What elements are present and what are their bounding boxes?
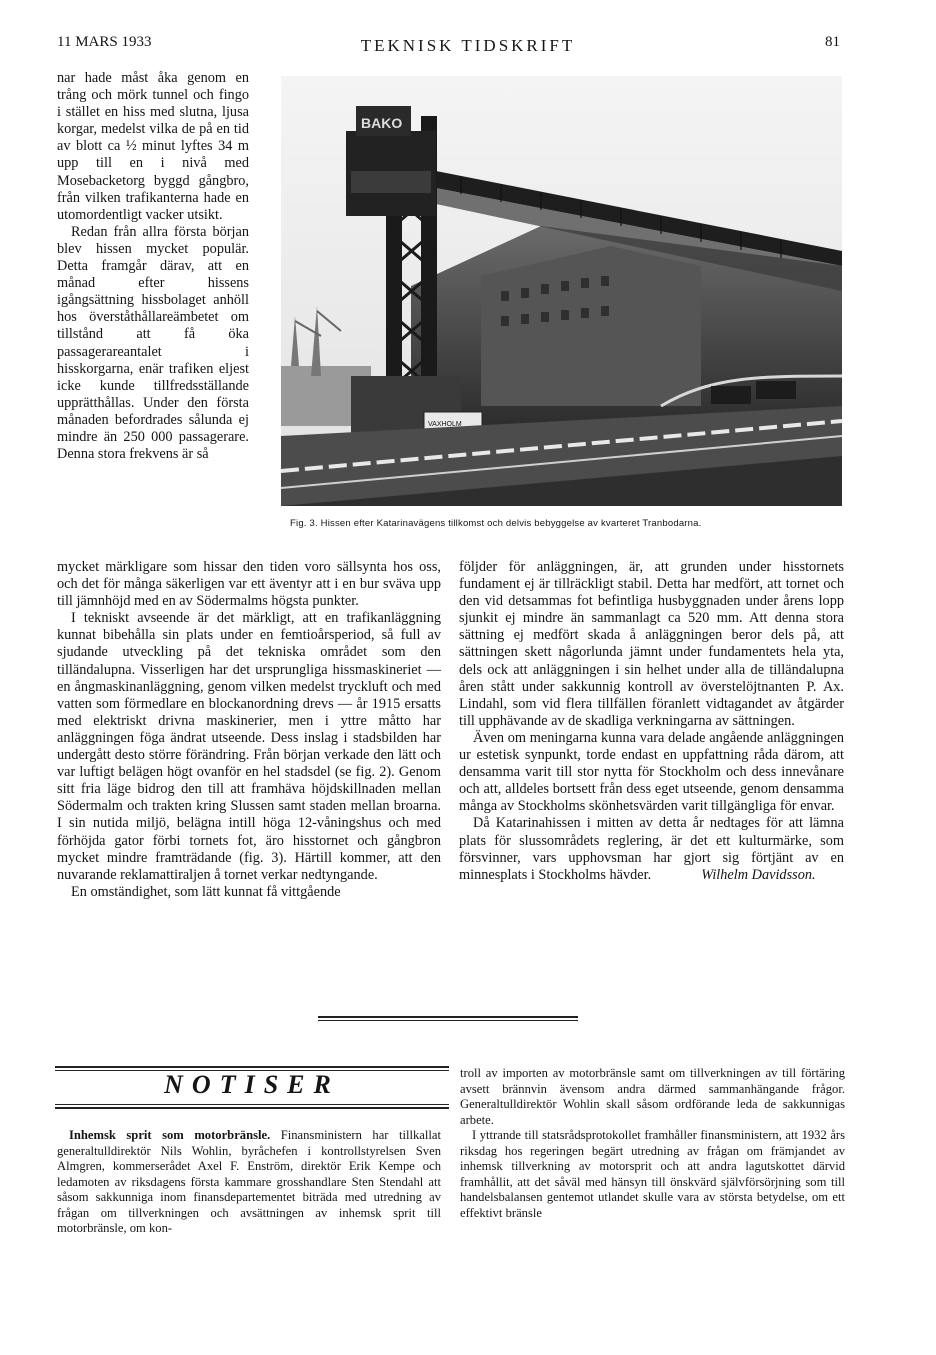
figure-caption: Fig. 3. Hissen efter Katarinavägens tillkomst och delvis bebyggelse av kvarteret Tranbodarna. (290, 518, 702, 529)
notiser-item-heading: Inhemsk sprit som motorbränsle. (69, 1128, 271, 1142)
article-paragraph: I tekniskt avseende är det märkligt, att en trafikanläggning kunnat bibehålla sin plats under en femtioårsperiod, så full av sjudande utveckling på det tekniska området som den tilländalupna. Visserligen har det ursprungliga hissmaskineriet — en ångmaskinanläggning, genom vilken medelst tryckluft och med vatten som förmedlare en blockanordning drevs — år 1915 ersatts med elektriskt drivna maskinerier, men i yttre måtto har anläggningen föga ändrat utseende. Dess inslag i stadsbilden har undergått desto större förändring. Från början verkade den lätt och var luftigt belägen högt ovanför en hel stadsdel (se fig. 2). Genom sitt fria läge bidrog den till att framhäva höjdskillnaden mellan Södermalm och trakten kring Slussen samt staden mellan broarna. I sin nutida miljö, belägna intill höga 12-våningshus och med förhöjda gator förbi tornets fot, äro hisstornet och gångbron mycket mindre framträdande (fig. 3). Härtill kommer, att den nuvarande reklamattiraljen å tornet verkar nedtyngande. (57, 610, 441, 883)
notiser-paragraph: I yttrande till statsrådsprotokollet framhåller finansministern, att 1932 års riksdag hos regeringen begärt utredning av frågan om främjandet av inhemsk tillverkning av motorsprit och att andra lagutskottet därvid framhållit, att det såväl med hänsyn till önskvärd självförsörjning som till handelsbalansen gentemot utlandet skulle vara av största betydelse, om ett effektivt bränsle (460, 1128, 845, 1220)
journal-title: TEKNISK TIDSKRIFT (360, 36, 576, 55)
notiser-paragraph: troll av importen av motorbränsle samt om tillverkningen av till förtäring avsett brännvin ävensom andra därmed sammanhängande frågor. Generaltulldirektör Wohlin skall såsom ordförande leda de sakkunnigas arbete. (460, 1066, 845, 1127)
banner-sign-text: VAXHOLM (428, 421, 462, 428)
page-number: 81 (825, 34, 840, 50)
article-paragraph: Redan från allra första början blev hissen mycket populär. Detta framgår därav, att en månad efter hissens igångsättning hissbolaget anhöll hos överståthållareämbetet om tillstånd att få öka passagerareantalet i hisskorgarna, enär trafiken eljest icke kunde tillfredsställande upprätthållas. Under den första månaden befordrades sålunda ej mindre än 250 000 passagerare. Denna stora frekvens är så (57, 223, 249, 463)
author-signature: Wilhelm Davidsson. (701, 866, 816, 883)
article-paragraph: följder för anläggningen, är, att grunden under hisstornets fundament ej är tillräckligt stabil. Detta har medfört, att tornet och den vid detsammas fot befintliga husbyggnaden under årens lopp sjunkit ej mindre än sammanlagt ca 520 mm. Att denna stora sättning ej medfört skada å anläggningen beror dels på, att sättningen skett någorlunda jämnt under fundamentets hela yta, dels ock att anläggningen i sin helhet under alla de tilländalupna åren stått under sakkunnig kontroll av överstelöjtnanten P. Ax. Lindahl, som vid flera tillfällen föranlett vidtagandet av åtgärder till upphävande av de skadliga verkningarna av sättningen. (459, 559, 844, 729)
article-paragraph: Även om meningarna kunna vara delade angående anläggningen ur estetisk synpunkt, torde endast en uppfattning råda därom, att densamma varit till stor nytta för Stockholm och dess innevånare och att, alldeles bortsett från dess eget utseende, genom densamma många av Stockholms skönhetsvärden varit tillgängliga för envar. (459, 729, 844, 815)
header-date: 11 MARS 1933 (57, 34, 152, 50)
notiser-rule-bottom (55, 1107, 449, 1109)
article-narrow-column (57, 70, 249, 463)
article-paragraph: mycket märkligare som hissar den tiden voro sällsynta hos oss, och det för många säkerligen var ett äventyr att i en bur sväva upp till jämnhöjd med en av Södermalms högsta punkter. (57, 559, 441, 610)
notiser-left-text: Finansministern har tillkallat generaltulldirektör Nils Wohlin, byråchefen i kontrollstyrelsen Sven Almgren, kommerserådet Axel F. Enström, direktör Erik Kempe och ledamoten av riksdagens första kammare grosshandlare Sten Stendahl att såsom sakkunniga inom finansdepartementet biträda med utredning av frågan om tillverkningen och avsättningen av inhemsk sprit till motorbränsle, om kon- (57, 1128, 441, 1235)
section-divider-top (318, 1016, 578, 1018)
article-paragraph (459, 815, 844, 883)
article-closing-text: Då Katarinahissen i mitten av detta år nedtages för att lämna plats för slussområdets reglering, är det ett kulturmärke, som försvinner, vars upphovsman har gjort sig förtjänt av en minnesplats i Stockholms hävder. (459, 815, 844, 883)
article-paragraph: En omständighet, som lätt kunnat få vittgående (71, 883, 341, 900)
article-paragraph: nar hade måst åka genom en trång och mörk tunnel och fingo i stället en hiss med slutna, ljusa korgar, medelst vilka de på en tid av blott ca ½ minut lyftes 34 m upp till en i nivå med Mosebacketorg byggd gångbro, från vilken trafikanterna hade en utomordentligt vacker utsikt. (57, 70, 249, 223)
section-divider-bottom (318, 1020, 578, 1021)
article-left-column (57, 559, 441, 901)
figure-photo (281, 76, 842, 506)
tower-sign-text: BAKO (361, 115, 403, 131)
notiser-rule-top (55, 1066, 449, 1068)
katarinahissen-photo (281, 76, 842, 506)
notiser-heading: NOTISER (164, 1070, 340, 1099)
notiser-rule-bottom-thin (55, 1104, 449, 1105)
article-right-column (459, 559, 844, 884)
notiser-paragraph (57, 1128, 441, 1237)
notiser-left-column (57, 1128, 441, 1237)
notiser-right-column (460, 1066, 845, 1221)
